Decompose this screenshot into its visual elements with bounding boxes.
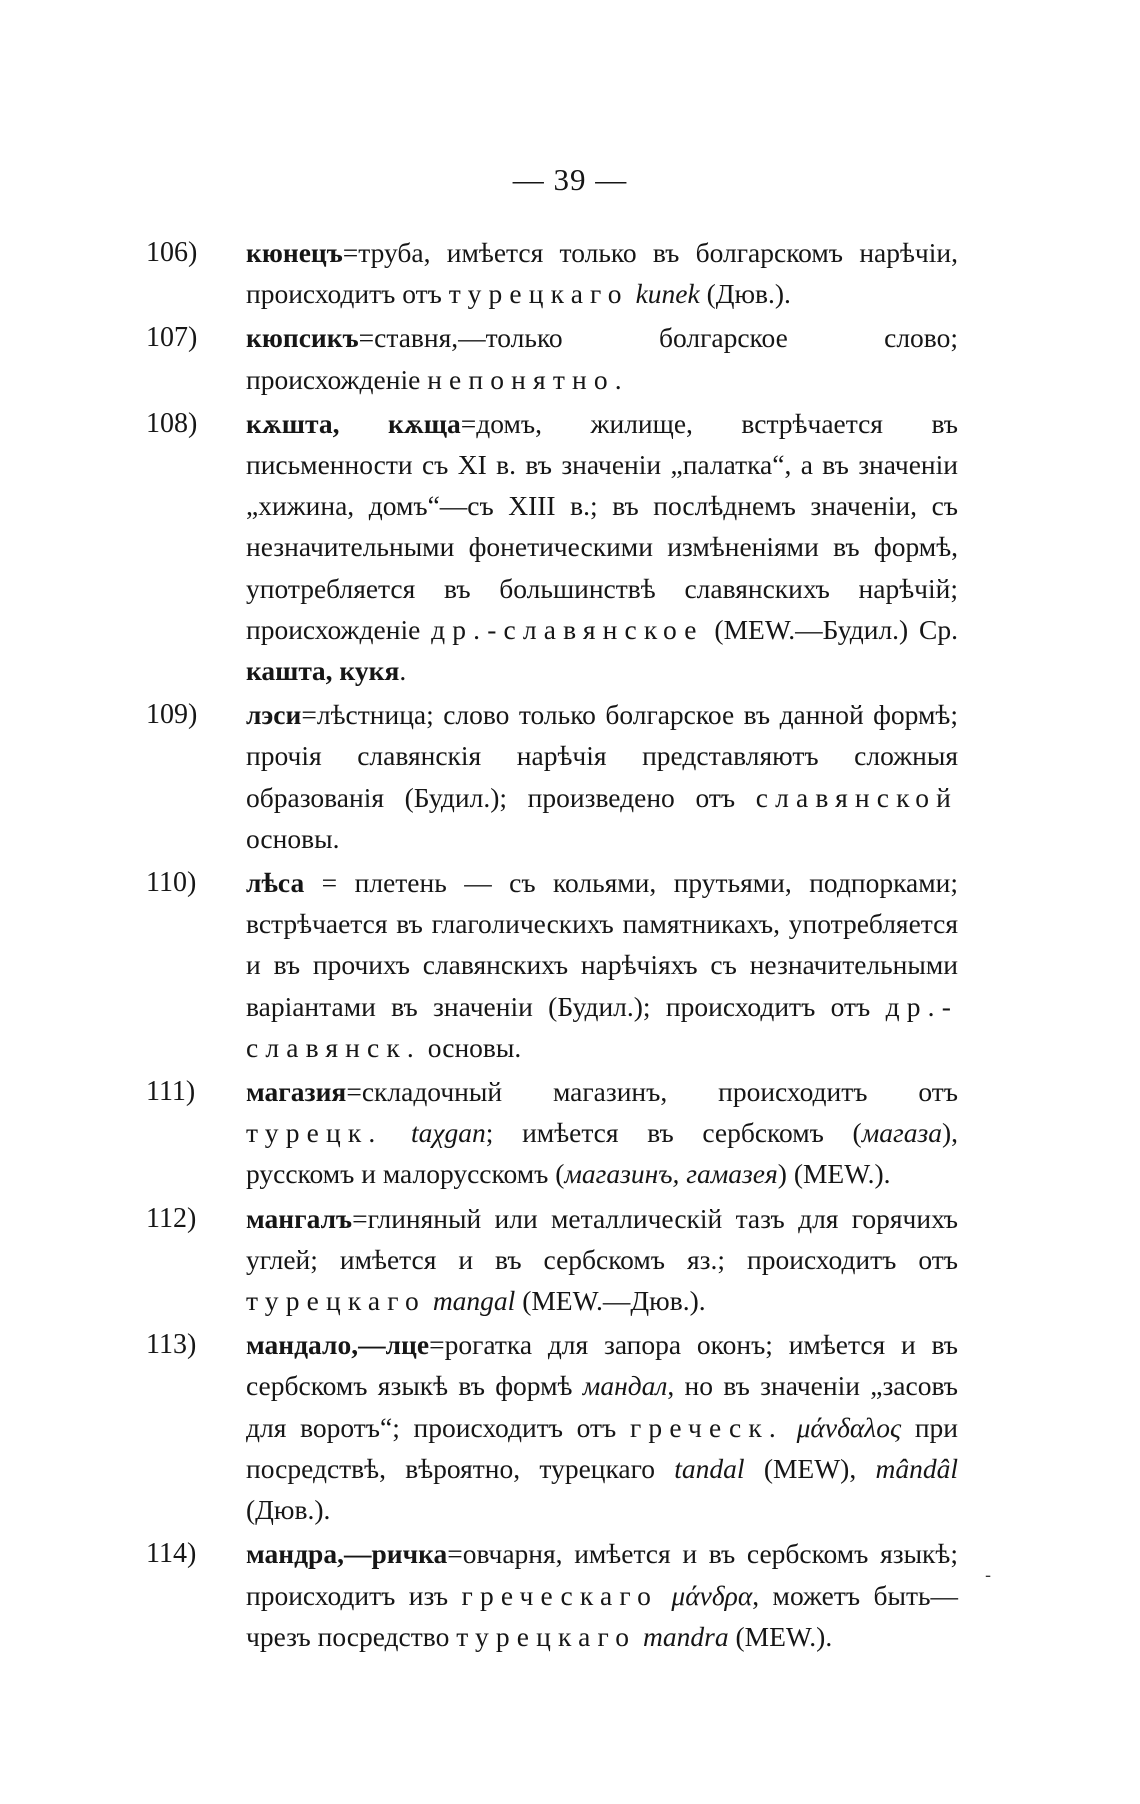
spaced-emphasis: др.-славянское bbox=[431, 613, 704, 645]
dictionary-entry bbox=[146, 1198, 958, 1322]
entry-number: 114) bbox=[146, 1538, 197, 1570]
entry-number: 109) bbox=[146, 699, 198, 731]
entry-text: основы. bbox=[420, 1031, 522, 1063]
italic-form: mandra bbox=[643, 1620, 729, 1652]
entry-text: (MEW.—Будил.) Ср. bbox=[703, 613, 958, 645]
dictionary-entry bbox=[146, 694, 958, 859]
entry-text: (Дюв.). bbox=[699, 278, 791, 310]
italic-form: μάνδαλος bbox=[796, 1411, 902, 1443]
italic-form: магаза bbox=[861, 1117, 942, 1149]
entry-text: , но въ значеніи „засовъ для воротъ“; происходитъ отъ bbox=[246, 1370, 958, 1443]
scan-mark: ‐ bbox=[985, 1565, 992, 1586]
italic-form: tandal bbox=[674, 1452, 745, 1484]
entry-text: . bbox=[399, 655, 407, 687]
dictionary-entry bbox=[146, 1071, 958, 1195]
entry-text: =лѣстница; слово только болгарское въ данной формѣ; прочія славянскія нарѣчія представляютъ сложныя образованія (Будил.); произведено отъ bbox=[246, 699, 958, 813]
headword: лѣса bbox=[246, 867, 305, 899]
entry-text: = плетень — съ кольями, прутьями, подпорками; встрѣчается въ глаголическихъ памятникахъ, употребляется и въ прочихъ славянскихъ нарѣчіяхъ съ незначительными варіантами въ значеніи (Будил.); происходитъ отъ bbox=[246, 867, 958, 1022]
entry-text: . bbox=[614, 363, 622, 395]
spaced-emphasis: турецкаго bbox=[246, 1285, 426, 1317]
italic-form: taχgan bbox=[411, 1117, 486, 1149]
dictionary-entry bbox=[146, 232, 958, 314]
spaced-emphasis: турецкаго bbox=[456, 1620, 637, 1652]
spaced-emphasis: др.-славянск. bbox=[246, 990, 958, 1063]
entry-text bbox=[629, 278, 636, 309]
entry-text: при посредствѣ, вѣроятно, турецкаго bbox=[246, 1411, 959, 1484]
entry-text: (MEW), bbox=[744, 1452, 876, 1484]
entry-text: (MEW.—Дюв.). bbox=[515, 1285, 706, 1317]
entry-text: основы. bbox=[246, 822, 340, 854]
italic-form: mândâl bbox=[875, 1452, 958, 1484]
italic-form: mangal bbox=[432, 1285, 516, 1317]
spaced-emphasis: славянской bbox=[755, 781, 958, 813]
headword: мандра,—ричка bbox=[246, 1538, 448, 1570]
spaced-emphasis: греческаго bbox=[461, 1579, 658, 1611]
entry-text bbox=[636, 1621, 643, 1652]
headword: мангалъ bbox=[246, 1202, 353, 1234]
entry-text: =овчарня, имѣется и въ сербскомъ языкѣ; происходитъ изъ bbox=[246, 1538, 958, 1611]
entry-number: 111) bbox=[146, 1076, 196, 1108]
spaced-emphasis: турецкаго bbox=[448, 278, 629, 310]
dictionary-entry bbox=[146, 403, 958, 691]
entry-text: =рогатка для запора оконъ; имѣется и въ сербскомъ языкѣ въ формѣ bbox=[246, 1329, 958, 1402]
headword: кюпсикъ bbox=[246, 322, 359, 354]
entry-text bbox=[783, 1412, 797, 1443]
entry-text: =глиняный или металлическій тазъ для горячихъ углей; имѣется и въ сербскомъ яз.; происходитъ отъ bbox=[246, 1202, 958, 1275]
headword: мандало,—лце bbox=[246, 1329, 430, 1361]
entry-text: (MEW.). bbox=[728, 1620, 833, 1652]
italic-form: μάνδρα bbox=[671, 1579, 753, 1611]
entry-number: 106) bbox=[146, 237, 198, 268]
entry-text: , можетъ быть—чрезъ посредство bbox=[246, 1579, 959, 1652]
entry-number: 108) bbox=[146, 407, 198, 439]
entry-text: =ставня,—только болгарское слово; происхожденіе bbox=[246, 322, 958, 395]
page-number: — 39 — bbox=[512, 162, 628, 197]
headword: лэси bbox=[246, 699, 302, 731]
entry-text: =домъ, жилище, встрѣчается въ письменности съ XI в. въ значеніи „палатка“, а въ значеніи „хижина, домъ“—съ XIII в.; въ послѣднемъ значеніи, съ незначительными фонетическими измѣненіями въ формѣ, употребляется въ большинствѣ славянскихъ нарѣчій; происхожденіе bbox=[246, 407, 958, 645]
headword: каштa, кукя bbox=[246, 655, 400, 687]
entry-number: 107) bbox=[146, 322, 198, 354]
entry-text bbox=[658, 1580, 671, 1611]
entry-text: ; имѣется въ сербскомъ ( bbox=[485, 1117, 862, 1149]
italic-form: мандал bbox=[582, 1370, 668, 1402]
spaced-emphasis: непонятно bbox=[427, 363, 615, 395]
headword: магазия bbox=[246, 1076, 347, 1108]
headword: кюнецъ bbox=[246, 237, 343, 268]
italic-form: kunek bbox=[635, 278, 700, 310]
entry-number: 113) bbox=[146, 1329, 197, 1361]
entry-text: ), русскомъ и малорусскомъ ( bbox=[246, 1117, 958, 1190]
entry-text bbox=[382, 1117, 411, 1148]
dictionary-entry bbox=[146, 317, 958, 399]
headword: кѫшта, кѫща bbox=[246, 407, 461, 439]
entry-text bbox=[426, 1285, 433, 1316]
entry-text: =труба, имѣется только въ болгарскомъ нарѣчіи, происходитъ отъ bbox=[246, 237, 958, 310]
dictionary-entry bbox=[146, 1533, 958, 1657]
spaced-emphasis: греческ. bbox=[629, 1411, 783, 1443]
entry-text: (Дюв.). bbox=[246, 1494, 331, 1526]
italic-form: магазинъ, гамазея bbox=[564, 1158, 778, 1190]
spaced-emphasis: турецк. bbox=[246, 1117, 383, 1149]
entry-number: 112) bbox=[146, 1202, 197, 1234]
entry-text: =складочный магазинъ, происходитъ отъ bbox=[346, 1076, 958, 1108]
entry-number: 110) bbox=[146, 867, 197, 899]
dictionary-entries bbox=[146, 232, 958, 1660]
entry-text: ) (MEW.). bbox=[777, 1158, 891, 1190]
dictionary-entry bbox=[146, 1324, 958, 1530]
dictionary-entry bbox=[146, 862, 958, 1068]
